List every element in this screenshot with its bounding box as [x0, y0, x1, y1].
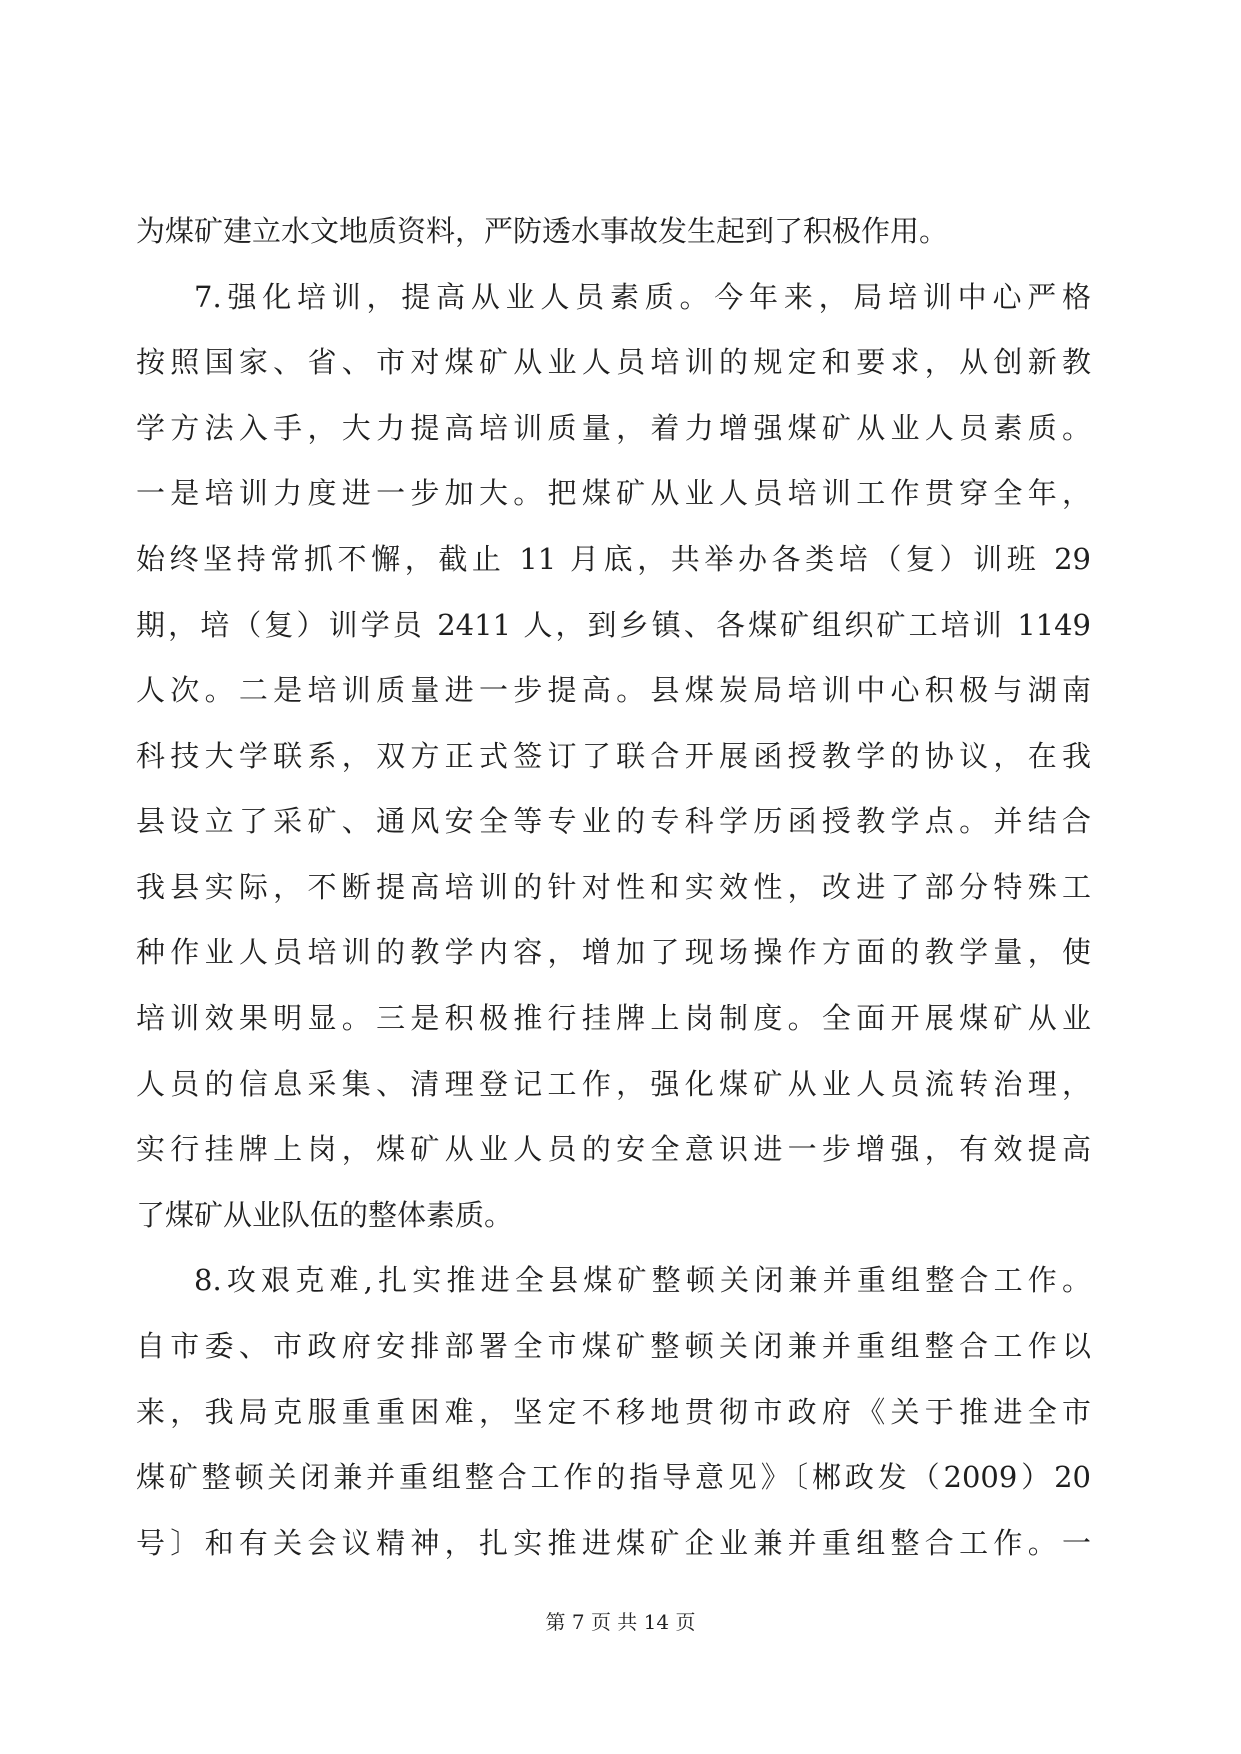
paragraph-line: 学方法入手，大力提高培训质量，着力增强煤矿从业人员素质。	[136, 411, 1091, 445]
paragraph-line: 7.强化培训，提高从业人员素质。今年来，局培训中心严格	[194, 280, 1091, 314]
paragraph-line: 种作业人员培训的教学内容，增加了现场操作方面的教学量，使	[136, 935, 1091, 969]
paragraph-line: 自市委、市政府安排部署全市煤矿整顿关闭兼并重组整合工作以	[136, 1329, 1091, 1363]
page-number: 第 7 页 共 14 页	[545, 1610, 696, 1634]
paragraph-line: 煤矿整顿关闭兼并重组整合工作的指导意见》〔郴政发（2009）20	[136, 1460, 1091, 1494]
paragraph-line: 一是培训力度进一步加大。把煤矿从业人员培训工作贯穿全年，	[136, 476, 1091, 510]
paragraph-line: 始终坚持常抓不懈，截止 11 月底，共举办各类培（复）训班 29	[136, 542, 1091, 576]
paragraph-line: 按照国家、省、市对煤矿从业人员培训的规定和要求，从创新教	[136, 345, 1091, 379]
paragraph-line: 了煤矿从业队伍的整体素质。	[136, 1198, 514, 1232]
paragraph-line: 科技大学联系，双方正式签订了联合开展函授教学的协议，在我	[136, 739, 1091, 773]
paragraph-line: 我县实际，不断提高培训的针对性和实效性，改进了部分特殊工	[136, 870, 1091, 904]
paragraph-line: 8.攻艰克难,扎实推进全县煤矿整顿关闭兼并重组整合工作。	[194, 1263, 1091, 1297]
paragraph-line: 来，我局克服重重困难，坚定不移地贯彻市政府《关于推进全市	[136, 1395, 1091, 1429]
paragraph-line: 培训效果明显。三是积极推行挂牌上岗制度。全面开展煤矿从业	[136, 1001, 1091, 1035]
paragraph-line: 县设立了采矿、通风安全等专业的专科学历函授教学点。并结合	[136, 804, 1091, 838]
paragraph-line: 人次。二是培训质量进一步提高。县煤炭局培训中心积极与湖南	[136, 673, 1091, 707]
paragraph-line: 为煤矿建立水文地质资料，严防透水事故发生起到了积极作用。	[136, 214, 949, 248]
paragraph-line: 号〕和有关会议精神，扎实推进煤矿企业兼并重组整合工作。一	[136, 1526, 1091, 1560]
paragraph-line: 人员的信息采集、清理登记工作，强化煤矿从业人员流转治理，	[136, 1067, 1091, 1101]
paragraph-line: 期，培（复）训学员 2411 人，到乡镇、各煤矿组织矿工培训 1149	[136, 608, 1091, 642]
paragraph-line: 实行挂牌上岗，煤矿从业人员的安全意识进一步增强，有效提高	[136, 1132, 1091, 1166]
